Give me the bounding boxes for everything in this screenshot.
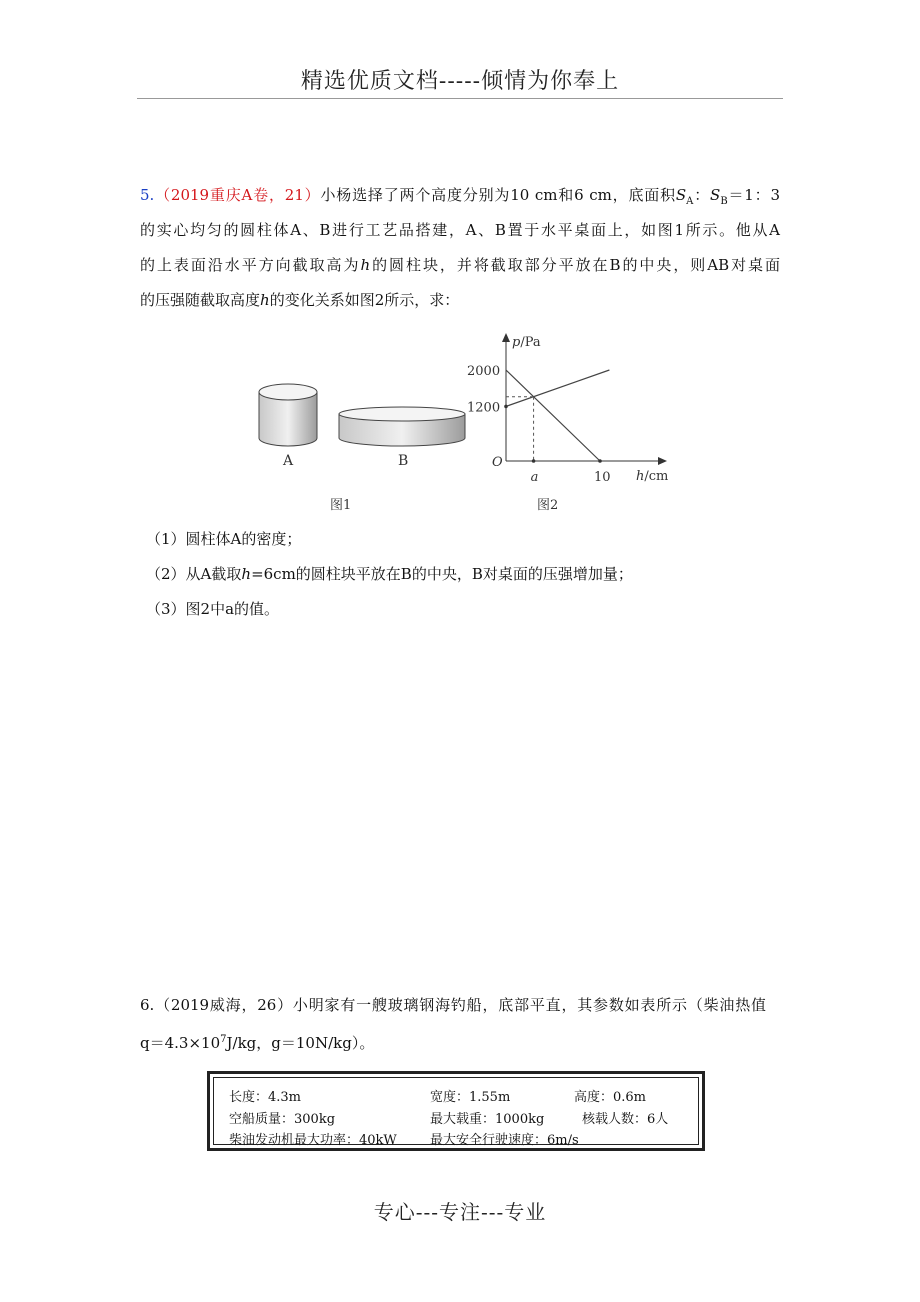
header-title: 精选优质文档-----倾情为你奉上 <box>300 69 620 94</box>
y-tick-label-2000: 2000 <box>467 364 501 379</box>
q6-text-2b: J/kg，g＝10N/kg）。 <box>226 1034 375 1052</box>
q5-text-4b: 的变化关系如图2所示，求： <box>269 291 460 309</box>
var-sa: S <box>675 186 687 204</box>
q6-line-2 <box>140 1030 766 1052</box>
q5-number: 5. <box>140 186 155 204</box>
question-5 <box>140 186 780 326</box>
table-cell-width: 宽度：1.55m <box>430 1090 511 1105</box>
var-h: h <box>260 291 270 309</box>
q5-sub-3: （3）图2中a的值。 <box>146 600 280 618</box>
var-sb-sub: B <box>720 196 728 207</box>
footer-text: 专心---专注---专业 <box>373 1200 547 1224</box>
point-1200-marker <box>504 405 508 409</box>
table-cell-height: 高度：0.6m <box>574 1090 647 1105</box>
q5-text-3a: 的上表面沿水平方向截取高为 <box>140 256 361 274</box>
point-a-marker <box>532 459 536 463</box>
x-tick-label-a: a <box>530 470 539 485</box>
var-sb: S <box>710 186 721 204</box>
q5-sub-2b: =6cm的圆柱块平放在B的中央，B对桌面的压强增加量； <box>251 565 633 583</box>
table-cell-max-load: 最大载重：1000kg <box>430 1112 545 1127</box>
point-10-marker <box>598 459 602 463</box>
table-cell-length: 长度：4.3m <box>229 1090 302 1105</box>
q6-text-2a: q＝4.3×10 <box>140 1034 221 1052</box>
var-sa-sub: A <box>686 196 694 207</box>
q5-text-3b: 的圆柱块，并将截取部分平放在B的中央，则AB对桌面 <box>370 256 780 274</box>
cylinder-a-figure <box>257 382 319 452</box>
question-6 <box>140 996 766 1064</box>
boat-parameter-table <box>207 1071 705 1151</box>
table-cell-max-speed: 最大安全行驶速度：6m/s <box>430 1133 579 1148</box>
x-axis-label: h/cm <box>636 469 669 484</box>
origin-label: O <box>492 455 503 470</box>
q6-line-1: 6.（2019威海，26）小明家有一艘玻璃钢海钓船，底部平直，其参数如表所示（柴油热值 <box>140 996 766 1014</box>
x-tick-label-10: 10 <box>594 470 611 485</box>
q5-sub-1: （1）圆柱体A的密度； <box>146 530 302 548</box>
q5-line-2: 的实心均匀的圆柱体A、B进行工艺品搭建，A、B置于水平桌面上，如图1所示。他从A <box>140 221 780 239</box>
figure2-caption: 图2 <box>537 498 559 513</box>
page-header <box>137 64 783 99</box>
var-h: h <box>241 565 252 583</box>
figures <box>245 330 685 515</box>
q5-sub-2a: （2）从A截取 <box>146 565 242 583</box>
series-line-2 <box>506 370 609 406</box>
table-cell-engine-power: 柴油发动机最大功率：40kW <box>229 1133 397 1148</box>
boat-parameter-table-inner <box>213 1077 699 1148</box>
cylinder-b-figure <box>337 405 467 451</box>
var-h: h <box>360 256 371 274</box>
q5-line-3 <box>140 256 780 275</box>
q6-exponent: 7 <box>220 1034 227 1045</box>
figure1-label-b: B <box>398 453 409 469</box>
q5-source: （2019重庆A卷，21） <box>154 186 321 204</box>
table-cell-capacity: 核载人数：6人 <box>582 1112 669 1127</box>
q5-text-4a: 的压强随截取高度 <box>140 291 261 309</box>
q5-text-1b: ： <box>693 186 711 204</box>
q5-text-1a: 小杨选择了两个高度分别为10 cm和6 cm，底面积 <box>320 186 676 204</box>
table-cell-empty-mass: 空船质量：300kg <box>229 1112 336 1127</box>
y-axis-arrow <box>502 333 510 342</box>
figure2-chart <box>460 330 685 490</box>
q5-text-1c: ＝1：3 <box>727 186 780 204</box>
q5-line-1 <box>140 186 780 205</box>
series-line-1 <box>506 370 600 461</box>
figure1-caption: 图1 <box>330 498 352 513</box>
y-tick-label-1200: 1200 <box>467 400 501 416</box>
x-axis-arrow <box>658 457 667 465</box>
q5-line-4 <box>140 291 780 310</box>
y-axis-label: p/Pa <box>512 335 541 350</box>
q5-sub-2 <box>146 563 633 584</box>
page-footer <box>0 1196 920 1225</box>
figure1-label-a: A <box>283 453 294 469</box>
